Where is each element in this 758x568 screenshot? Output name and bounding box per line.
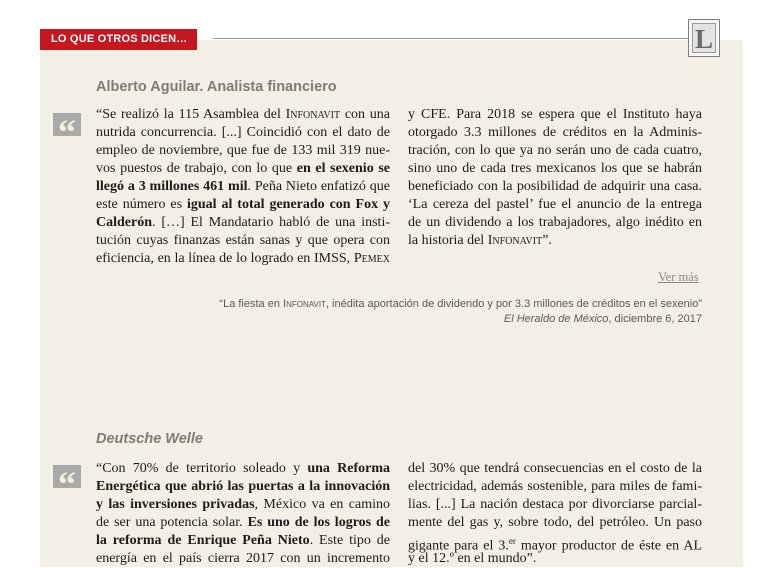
text-line: Calderón. […] El Mandatario habló de una insti- xyxy=(96,215,390,230)
text-line: este número es igual al total generado con Fox y xyxy=(96,197,390,212)
text-line: lias. [...] La nación destaca por divorciarse parcial- xyxy=(408,497,702,512)
text-line: “Se realizó la 115 Asamblea del Infonavit con una xyxy=(96,107,390,122)
text-line: electricidad, además sostenible, para miles de fami- xyxy=(408,479,702,494)
text-line: otorgado 3.3 millones de créditos en la Adminis- xyxy=(408,125,702,140)
text-line: tución cuyas finanzas están sanas y que opera con xyxy=(96,233,390,248)
text-line: tración, con lo que ya no serán uno de cada cuatro, xyxy=(408,143,702,158)
text-line: de ser una potencia solar. Es uno de los logros de xyxy=(96,515,390,530)
quote-mark-icon: “ xyxy=(53,113,81,136)
source-citation xyxy=(504,313,702,325)
quote-column-1 xyxy=(96,106,390,268)
ver-mas-link[interactable]: Ver más xyxy=(658,270,699,284)
text-line: “Con 70% de territorio soleado y una Reforma xyxy=(96,461,391,476)
source-date: , diciembre 6, 2017 xyxy=(608,313,702,325)
text-line: ‘La cereza del pastel’ fue el anuncio de la entrega xyxy=(408,197,702,212)
source-outlet: El Heraldo de México xyxy=(503,313,609,325)
text-line: y el 12.º en el mundo”. xyxy=(408,551,537,566)
text-line: nutrida concurrencia. [...] Coincidió con el dato de xyxy=(96,125,390,140)
text-line: beneficiado con la posibilidad de adquirir una casa. xyxy=(408,179,702,194)
text-line: de un dividendo a los trabajadores, algo inédito en xyxy=(408,215,702,230)
logo xyxy=(688,19,720,57)
header-rule xyxy=(213,38,689,39)
text-line: Energética que abrió las puertas a la innovación xyxy=(96,479,390,494)
text-line: la historia del Infonavit”. xyxy=(408,233,552,248)
quote-column-2 xyxy=(408,460,702,568)
text-line: gigante para el 3.$^{er}$ mayor productor de éste en AL xyxy=(408,536,702,554)
text-line: mente del gas y, sobre todo, del petróleo. Un paso xyxy=(408,515,702,530)
source-headline: “La fiesta en Infonavit, inédita aportación de dividendo y por 3.3 millones de créditos en el sexenio” xyxy=(219,298,702,310)
quote-column-1 xyxy=(96,460,390,568)
section-tag: LO QUE OTROS DICEN… xyxy=(40,29,197,50)
text-line: eficiencia, en la línea de lo logrado en IMSS, Pemex xyxy=(96,251,390,266)
text-line: la reforma de Enrique Peña Nieto. Este tipo de xyxy=(96,533,390,548)
text-line: y las inversiones privadas, México va en camino xyxy=(96,497,390,512)
section-title-deutsche-welle: Deutsche Welle xyxy=(96,431,203,447)
logo-letter: L xyxy=(692,23,716,53)
text-line: y CFE. Para 2018 se espera que el Instituto haya xyxy=(408,107,702,122)
quote-mark-icon: “ xyxy=(53,465,81,488)
section-title-aguilar: Alberto Aguilar. Analista financiero xyxy=(96,79,337,95)
quote-column-2 xyxy=(408,106,702,250)
text-line: del 30% que tendrá consecuencias en el costo de la xyxy=(408,461,702,476)
text-line: empleo de noviembre, que fue de 133 mil 319 nue- xyxy=(96,143,390,158)
text-line: sino uno de cada tres mexicanos los que se habrán xyxy=(408,161,702,176)
text-line: energía en el país cierra 2017 con un incremento xyxy=(96,551,390,566)
text-line: llegó a 3 millones 461 mil. Peña Nieto enfatizó que xyxy=(96,179,390,194)
text-line: vos puestos de trabajo, con lo que en el sexenio se xyxy=(96,161,390,176)
